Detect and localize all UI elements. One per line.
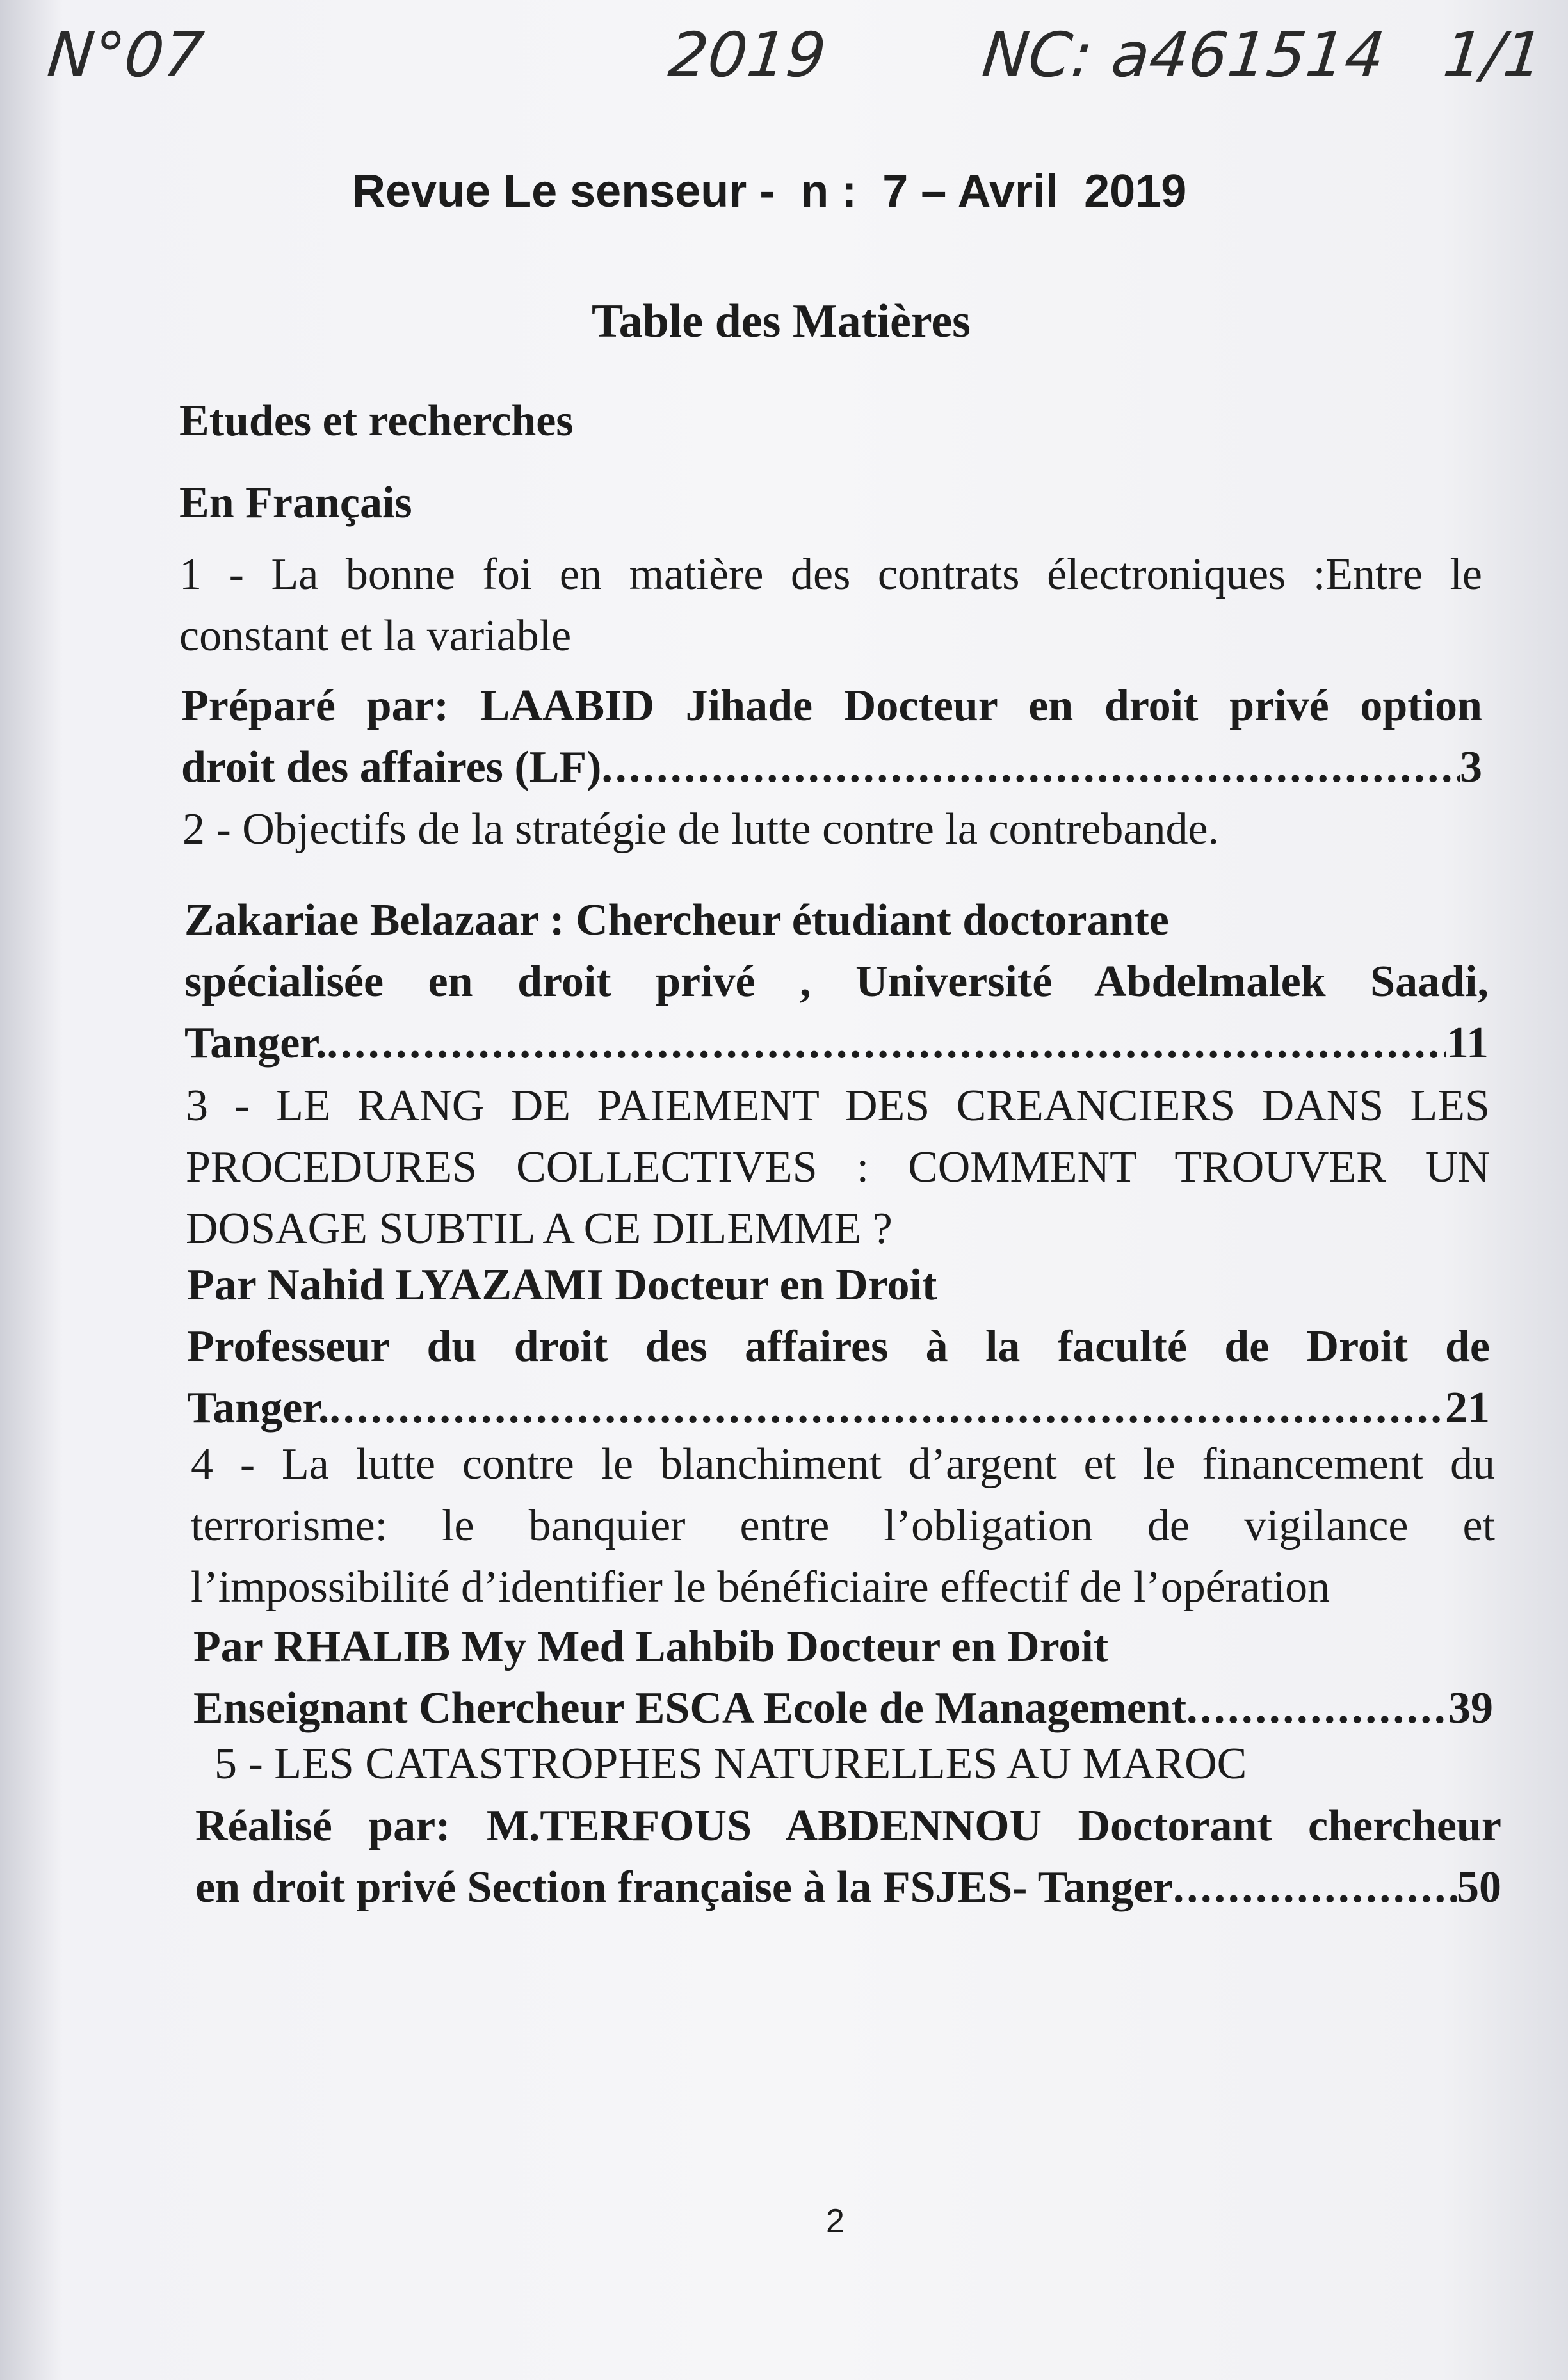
toc-entry-5-author <box>195 1796 1501 1918</box>
journal-header: Revue Le senseur - n : 7 – Avril 2019 <box>352 166 1187 217</box>
entry-page-number: 50 <box>1457 1863 1501 1912</box>
entry-page-number: 39 <box>1448 1684 1493 1733</box>
toc-title: Table des Matières <box>592 295 971 348</box>
toc-entry-1-author <box>181 675 1482 798</box>
entry-leader-row <box>184 1013 1489 1074</box>
entry-leader-row <box>181 737 1482 798</box>
handwritten-fraction: 1/1 <box>1440 19 1547 91</box>
entry-author-line: Tanger. <box>187 1383 330 1433</box>
toc-entry-5: 5 - LES CATASTROPHES NATURELLES AU MAROC <box>214 1739 1247 1789</box>
handwritten-code: NC: a461514 <box>979 19 1388 91</box>
toc-entry-1 <box>179 544 1482 667</box>
entry-author-line: Professeur du droit des affaires à la faculté de Droit de <box>187 1322 1490 1371</box>
page-number: 2 <box>826 2203 845 2240</box>
entry-title-line: l’impossibilité d’identifier le bénéficiaire effectif de l’opération <box>191 1563 1330 1612</box>
dot-leader <box>1186 1678 1448 1739</box>
toc-entry-4-author <box>193 1616 1493 1739</box>
handwritten-year: 2019 <box>665 19 830 91</box>
entry-title-line: 1 - La bonne foi en matière des contrats électroniques :Entre le <box>179 550 1482 599</box>
entry-author-line: Enseignant Chercheur ESCA Ecole de Management <box>193 1684 1187 1733</box>
entry-title-line: 3 - LE RANG DE PAIEMENT DES CREANCIERS DANS LES <box>186 1081 1490 1130</box>
entry-author-line: en droit privé Section française à la FSJES- Tanger <box>195 1863 1174 1912</box>
entry-title-line: DOSAGE SUBTIL A CE DILEMME ? <box>186 1204 893 1253</box>
dot-leader <box>329 1378 1445 1439</box>
dot-leader <box>602 737 1460 798</box>
entry-author-line: droit des affaires (LF) <box>181 743 602 792</box>
toc-entry-4 <box>191 1434 1495 1618</box>
entry-author-line: Préparé par: LAABID Jihade Docteur en droit privé option <box>181 681 1482 730</box>
entry-leader-row <box>193 1678 1493 1739</box>
entry-author-line: spécialisée en droit privé , Université Abdelmalek Saadi, <box>184 957 1489 1006</box>
toc-entry-2: 2 - Objectifs de la stratégie de lutte contre la contrebande. <box>182 805 1220 854</box>
entry-title-line: 4 - La lutte contre le blanchiment d’argent et le financement du <box>191 1440 1495 1489</box>
language-heading: En Français <box>179 478 412 527</box>
entry-title-line: terrorisme: le banquier entre l’obligation de vigilance et <box>191 1501 1495 1550</box>
toc-entry-3-author <box>187 1255 1490 1439</box>
handwritten-number: N°07 <box>44 19 207 91</box>
toc-entry-3 <box>186 1075 1490 1260</box>
dot-leader <box>327 1013 1446 1074</box>
toc-entry-2-author <box>184 890 1489 1074</box>
entry-author-line: Zakariae Belazaar : Chercheur étudiant doctorante <box>184 896 1169 945</box>
dot-leader <box>1173 1857 1457 1918</box>
entry-author-line: Réalisé par: M.TERFOUS ABDENNOU Doctorant chercheur <box>195 1801 1501 1851</box>
entry-title-line: constant et la variable <box>179 611 572 661</box>
section-heading: Etudes et recherches <box>179 396 574 446</box>
entry-title-line: PROCEDURES COLLECTIVES : COMMENT TROUVER UN <box>186 1143 1490 1192</box>
entry-page-number: 21 <box>1445 1383 1490 1433</box>
entry-author-line: Tanger. <box>184 1018 327 1068</box>
entry-page-number: 11 <box>1446 1018 1489 1068</box>
entry-author-line: Par RHALIB My Med Lahbib Docteur en Droit <box>193 1622 1109 1671</box>
entry-leader-row <box>187 1378 1490 1439</box>
entry-author-line: Par Nahid LYAZAMI Docteur en Droit <box>187 1260 937 1310</box>
entry-leader-row <box>195 1857 1501 1918</box>
entry-page-number: 3 <box>1460 743 1482 792</box>
